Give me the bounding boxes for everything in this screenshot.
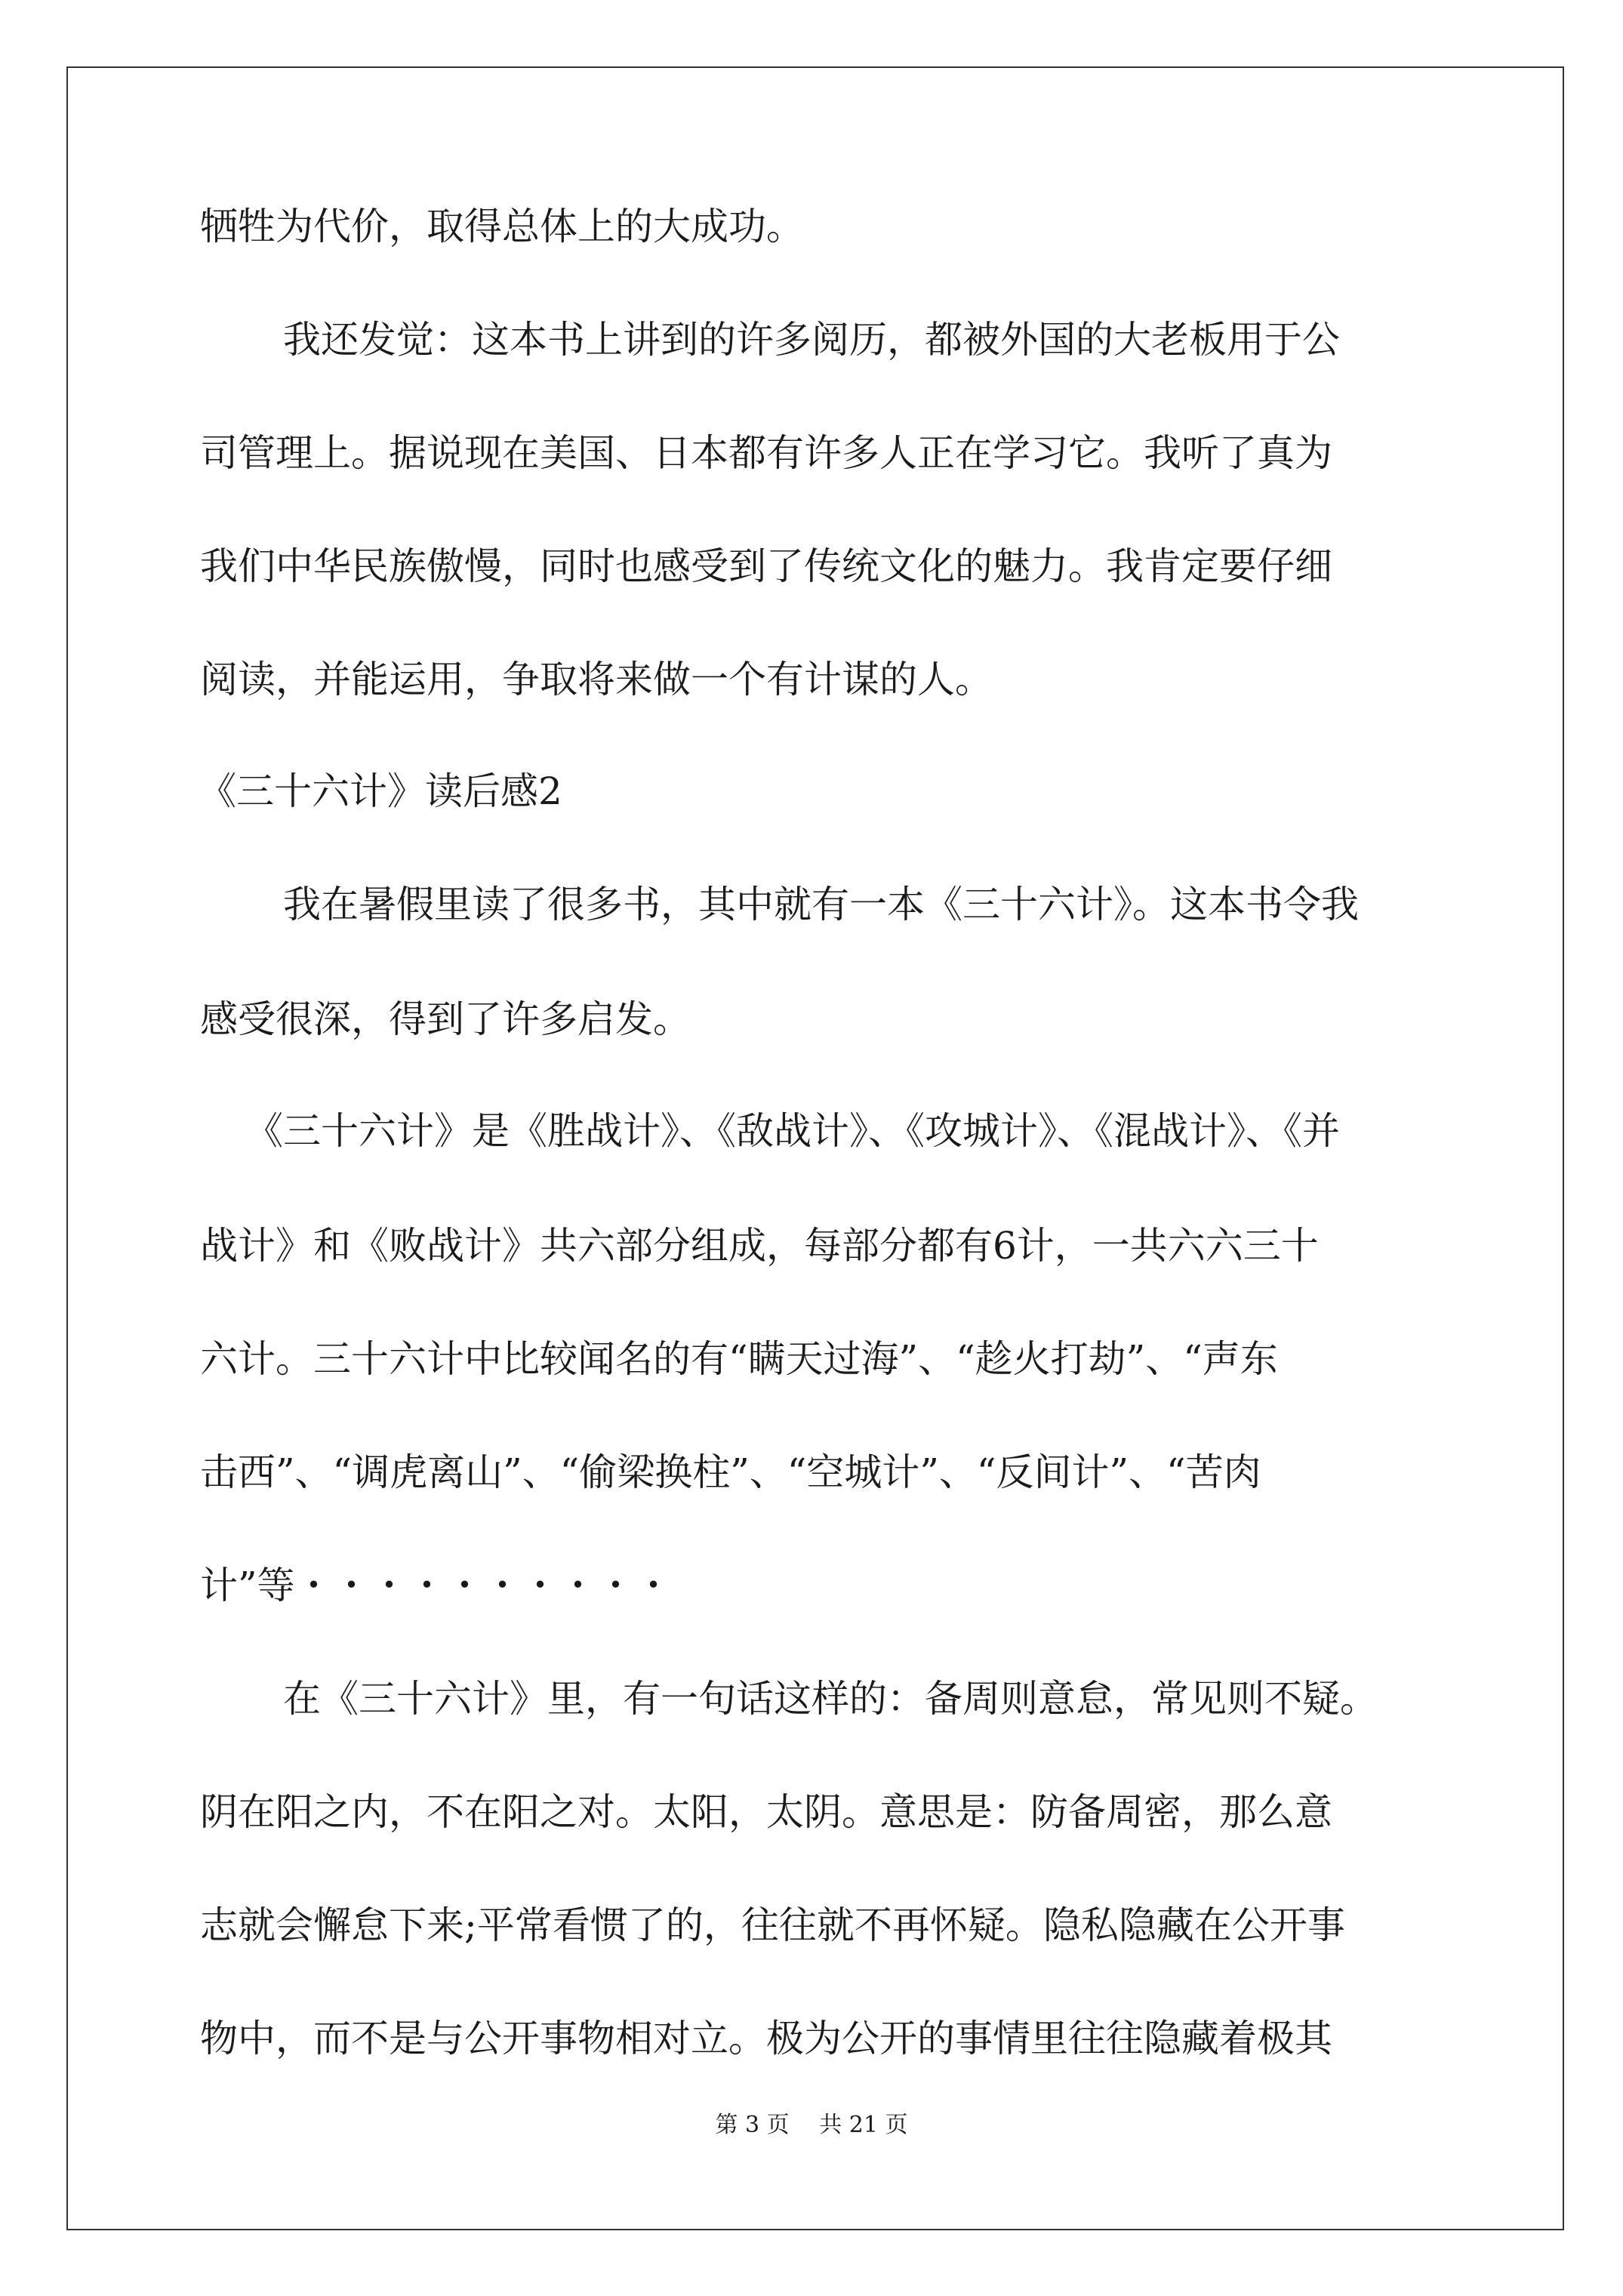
- paragraph-start-line: 在《三十六计》里，有一句话这样的：备周则意怠，常见则不疑。: [283, 1677, 1378, 1721]
- text-line: 牺牲为代价，取得总体上的大成功。: [200, 205, 804, 248]
- text-line: 志就会懈怠下来;平常看惯了的，往往就不再怀疑。隐私隐藏在公开事: [200, 1903, 1345, 1947]
- text-line: 我们中华民族傲慢，同时也感受到了传统文化的魅力。我肯定要仔细: [200, 544, 1332, 588]
- paragraph-start-line: 《三十六计》是《胜战计》、《敌战计》、《攻城计》、《混战计》、《并: [245, 1109, 1340, 1153]
- text-line: 计”等・・・・・・・・・・: [200, 1564, 673, 1607]
- paragraph-start-line: 我在暑假里读了很多书，其中就有一本《三十六计》。这本书令我: [283, 883, 1359, 926]
- text-line: 阅读，并能运用，争取将来做一个有计谋的人。: [200, 658, 993, 701]
- text-line: 阴在阳之内，不在阳之对。太阳，太阴。意思是：防备周密，那么意: [200, 1790, 1332, 1834]
- text-line: 六计。三十六计中比较闻名的有“瞒天过海”、“趁火打劫”、“声东: [200, 1337, 1278, 1381]
- page-number-footer: 第 3 页 共 21 页: [715, 2112, 908, 2138]
- text-line: 战计》和《败战计》共六部分组成，每部分都有6计，一共六六三十: [200, 1224, 1319, 1268]
- section-heading: 《三十六计》读后感2: [199, 769, 562, 813]
- text-line: 司管理上。据说现在美国、日本都有许多人正在学习它。我听了真为: [200, 431, 1332, 475]
- paragraph-start-line: 我还发觉：这本书上讲到的许多阅历，都被外国的大老板用于公: [283, 318, 1340, 362]
- text-line: 物中，而不是与公开事物相对立。极为公开的事情里往往隐藏着极其: [200, 2017, 1332, 2060]
- text-line: 感受很深，得到了许多启发。: [200, 997, 691, 1041]
- text-line: 击西”、“调虎离山”、“偷梁换柱”、“空城计”、“反间计”、“苦肉: [200, 1450, 1261, 1494]
